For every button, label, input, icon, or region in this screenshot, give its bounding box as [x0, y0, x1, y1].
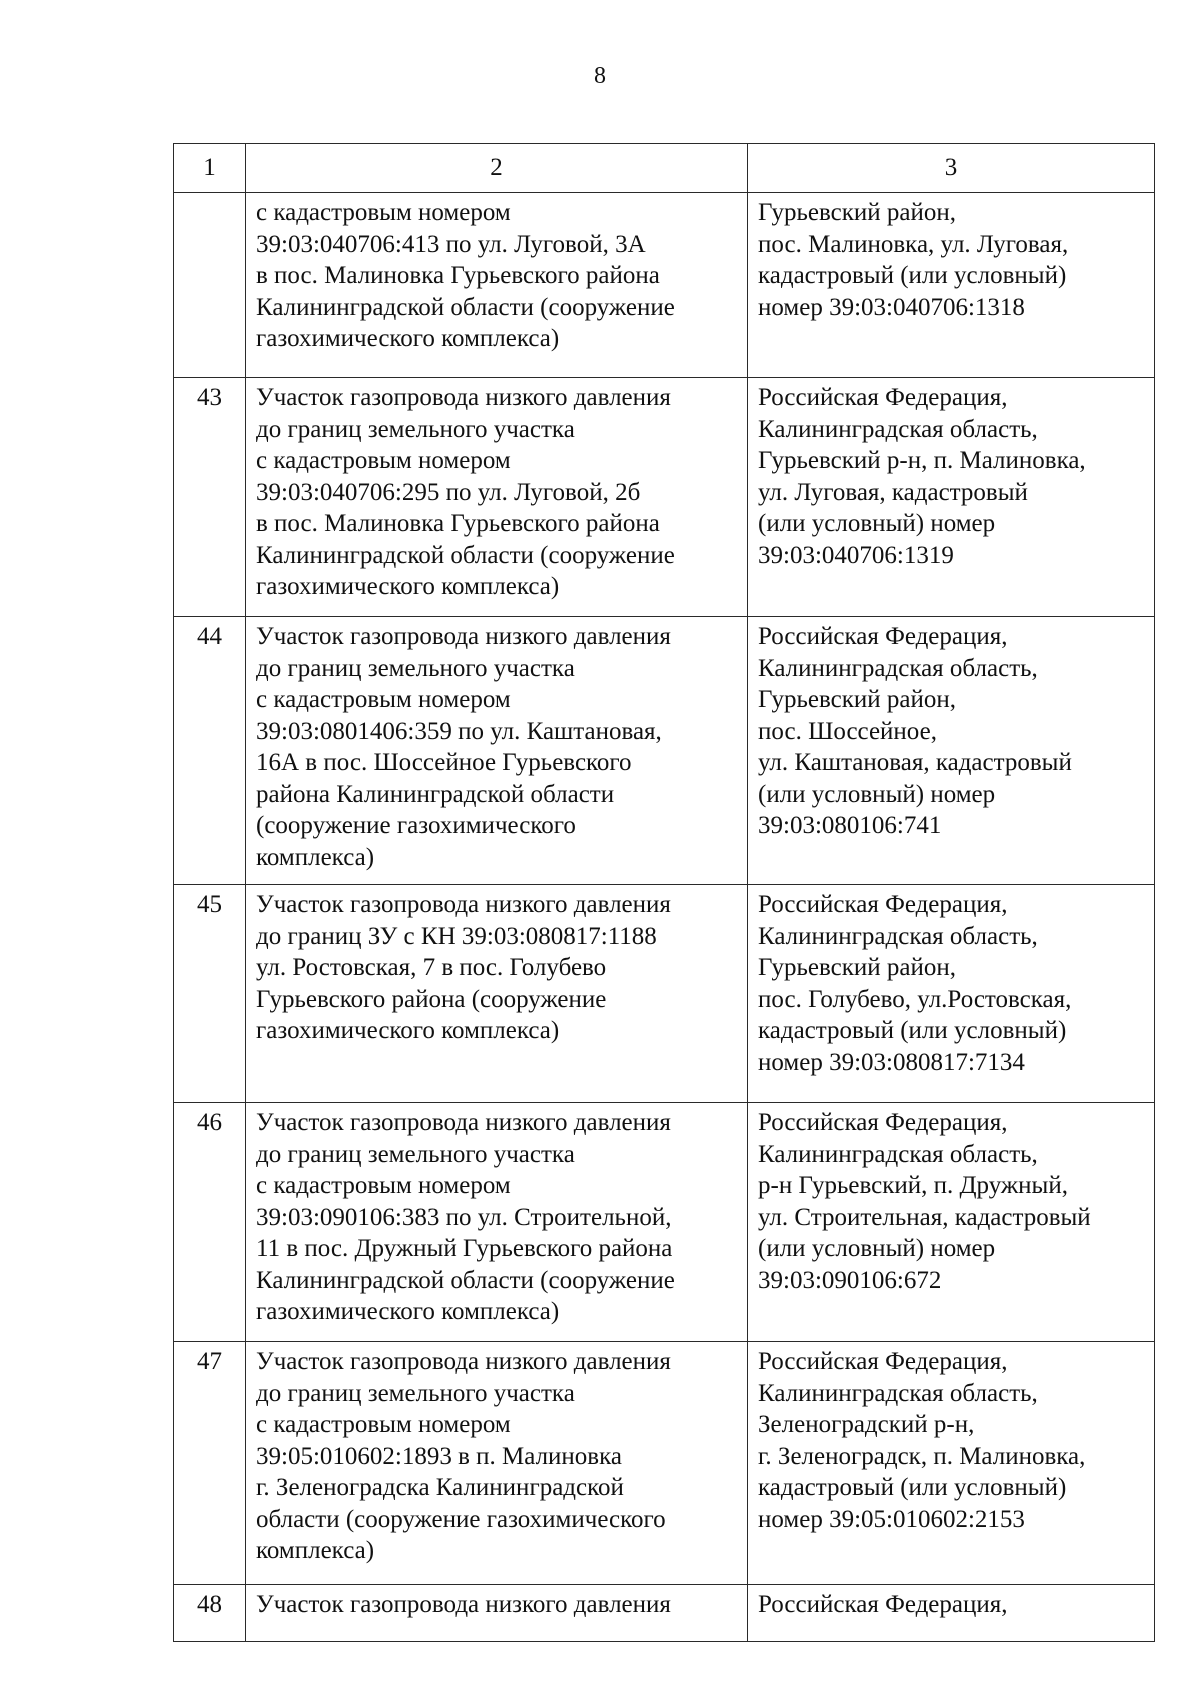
description-line: до границ земельного участка: [256, 654, 575, 682]
description-line: с кадастровым номером: [256, 686, 511, 713]
object-location-cell: [748, 885, 1155, 1103]
location-line: (или условный) номер: [758, 1235, 996, 1262]
location-line: пос. Шоссейное,: [758, 717, 937, 745]
description-line: с кадастровым номером: [256, 1172, 511, 1199]
row-number: 47: [174, 1342, 246, 1585]
object-description-cell: [246, 885, 748, 1103]
location-line: Калининградская область,: [758, 415, 1038, 443]
table-row: [174, 1585, 1155, 1642]
table-row: [174, 617, 1155, 885]
location-line: 39:03:040706:1319: [758, 541, 954, 569]
location-line: Гурьевский район,: [758, 686, 957, 713]
location-line: Российская Федерация,: [758, 891, 1008, 918]
object-location-cell: [748, 378, 1155, 617]
object-location-cell: [748, 1342, 1155, 1585]
object-location-cell: [748, 1585, 1155, 1642]
location-line: ул. Каштановая, кадастровый: [758, 749, 1072, 776]
description-line: газохимического комплекса): [256, 1298, 560, 1325]
location-line: Гурьевский р-н, п. Малиновка,: [758, 447, 1086, 474]
description-line: области (сооружение газохимического: [256, 1505, 666, 1533]
location-line: Российская Федерация,: [758, 384, 1008, 411]
object-description-cell: [246, 1342, 748, 1585]
description-line: газохимического комплекса): [256, 573, 560, 600]
location-line: 39:03:080106:741: [758, 812, 942, 839]
row-number: [174, 193, 246, 378]
table-row: [174, 1342, 1155, 1585]
location-line: Российская Федерация,: [758, 1109, 1008, 1136]
location-line: номер 39:03:080817:7134: [758, 1048, 1025, 1076]
object-description-cell: [246, 1103, 748, 1342]
row-number: 48: [174, 1585, 246, 1642]
location-line: Калининградская область,: [758, 654, 1038, 682]
description-line: 11 в пос. Дружный Гурьевского района: [256, 1235, 673, 1262]
location-line: г. Зеленоградск, п. Малиновка,: [758, 1442, 1086, 1470]
object-description-cell: [246, 1585, 748, 1642]
description-line: газохимического комплекса): [256, 1017, 560, 1044]
location-line: ул. Строительная, кадастровый: [758, 1203, 1091, 1231]
description-line: в пос. Малиновка Гурьевского района: [256, 262, 660, 289]
location-line: кадастровый (или условный): [758, 1017, 1067, 1044]
description-line: комплекса): [256, 843, 375, 871]
description-line: Гурьевского района (сооружение: [256, 985, 607, 1013]
description-line: Калининградской области (сооружение: [256, 1266, 675, 1294]
description-line: Участок газопровода низкого давления: [256, 623, 671, 650]
description-line: Калининградской области (сооружение: [256, 293, 675, 321]
column-header-location: 3: [748, 144, 1155, 193]
description-line: до границ земельного участка: [256, 415, 575, 443]
table-row: [174, 885, 1155, 1103]
description-line: с кадастровым номером: [256, 199, 511, 226]
description-line: 39:03:040706:413 по ул. Луговой, 3А: [256, 230, 646, 258]
object-location-cell: [748, 1103, 1155, 1342]
location-line: пос. Малиновка, ул. Луговая,: [758, 230, 1069, 258]
row-number: 46: [174, 1103, 246, 1342]
object-location-cell: [748, 193, 1155, 378]
description-line: 16А в пос. Шоссейное Гурьевского: [256, 749, 632, 776]
location-line: кадастровый (или условный): [758, 1474, 1067, 1501]
description-line: с кадастровым номером: [256, 447, 511, 474]
description-line: до границ ЗУ с КН 39:03:080817:1188: [256, 922, 657, 950]
row-number: 45: [174, 885, 246, 1103]
description-line: Участок газопровода низкого давления: [256, 1591, 671, 1618]
location-line: р-н Гурьевский, п. Дружный,: [758, 1172, 1068, 1199]
location-line: Гурьевский район,: [758, 199, 957, 226]
description-line: 39:03:0801406:359 по ул. Каштановая,: [256, 717, 662, 745]
location-line: пос. Голубево, ул.Ростовская,: [758, 985, 1072, 1013]
location-line: Калининградская область,: [758, 922, 1038, 950]
page-number: 8: [594, 63, 606, 89]
description-line: 39:03:090106:383 по ул. Строительной,: [256, 1203, 672, 1231]
table-row: [174, 378, 1155, 617]
column-header-description: 2: [246, 144, 748, 193]
object-location-cell: [748, 617, 1155, 885]
location-line: Зеленоградский р-н,: [758, 1411, 975, 1438]
location-line: (или условный) номер: [758, 780, 996, 808]
description-line: комплекса): [256, 1537, 375, 1564]
document-table: [173, 143, 1155, 1642]
description-line: газохимического комплекса): [256, 325, 560, 352]
location-line: Калининградская область,: [758, 1379, 1038, 1407]
table-header-row: [174, 144, 1155, 193]
table-row: [174, 1103, 1155, 1342]
description-line: 39:03:040706:295 по ул. Луговой, 2б: [256, 478, 641, 506]
description-line: ул. Ростовская, 7 в пос. Голубево: [256, 954, 607, 981]
description-line: в пос. Малиновка Гурьевского района: [256, 510, 660, 537]
description-line: до границ земельного участка: [256, 1140, 575, 1168]
object-description-cell: [246, 193, 748, 378]
object-description-cell: [246, 378, 748, 617]
column-header-number: 1: [174, 144, 246, 193]
location-line: (или условный) номер: [758, 510, 996, 537]
description-line: с кадастровым номером: [256, 1411, 511, 1438]
description-line: г. Зеленоградска Калининградской: [256, 1474, 624, 1501]
location-line: номер 39:05:010602:2153: [758, 1505, 1025, 1533]
location-line: 39:03:090106:672: [758, 1266, 942, 1294]
description-line: района Калининградской области: [256, 780, 615, 808]
location-line: Гурьевский район,: [758, 954, 957, 981]
object-description-cell: [246, 617, 748, 885]
description-line: Участок газопровода низкого давления: [256, 891, 671, 918]
description-line: Калининградской области (сооружение: [256, 541, 675, 569]
location-line: ул. Луговая, кадастровый: [758, 478, 1028, 506]
description-line: 39:05:010602:1893 в п. Малиновка: [256, 1442, 622, 1470]
description-line: Участок газопровода низкого давления: [256, 1348, 671, 1375]
location-line: Российская Федерация,: [758, 623, 1008, 650]
table-row: [174, 193, 1155, 378]
row-number: 43: [174, 378, 246, 617]
description-line: до границ земельного участка: [256, 1379, 575, 1407]
location-line: номер 39:03:040706:1318: [758, 293, 1025, 321]
description-line: Участок газопровода низкого давления: [256, 1109, 671, 1136]
row-number: 44: [174, 617, 246, 885]
location-line: Российская Федерация,: [758, 1348, 1008, 1375]
description-line: Участок газопровода низкого давления: [256, 384, 671, 411]
location-line: кадастровый (или условный): [758, 262, 1067, 289]
location-line: Калининградская область,: [758, 1140, 1038, 1168]
location-line: Российская Федерация,: [758, 1591, 1008, 1618]
description-line: (сооружение газохимического: [256, 812, 576, 839]
